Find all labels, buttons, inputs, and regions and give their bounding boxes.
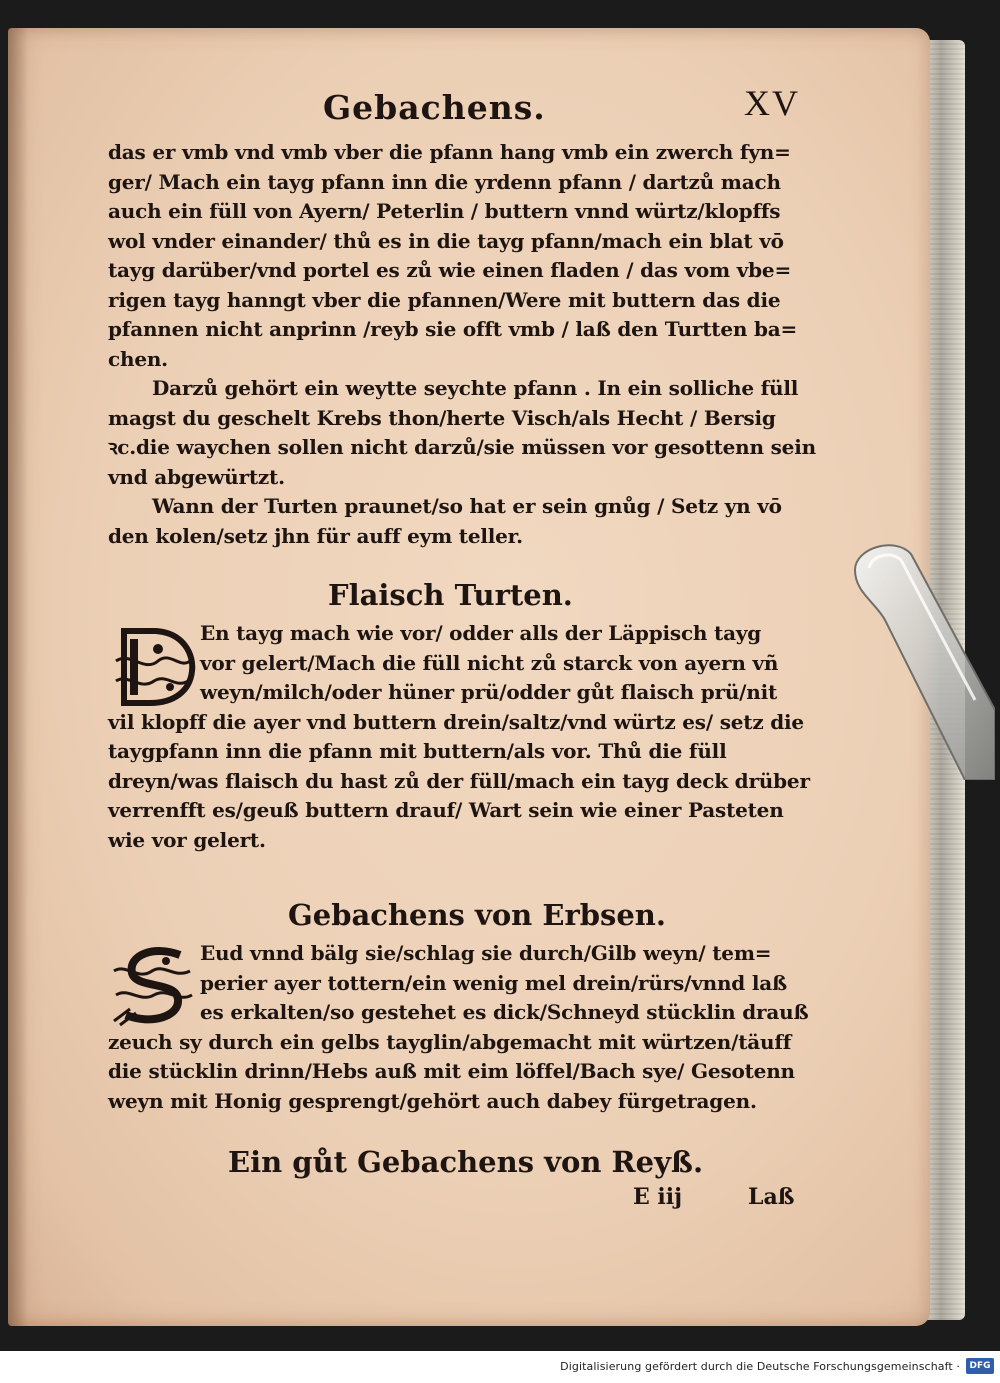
paragraph-5 <box>108 939 808 1116</box>
text-line: verrenfft es/geuß buttern drauf/ Wart sein wie einer Pasteten <box>108 798 784 822</box>
text-line: wol vnder einander/ thů es in die tayg pfann/mach ein blat vō <box>108 228 784 253</box>
section-heading-flaisch-turten: Flaisch Turten. <box>328 578 573 612</box>
footer-bar <box>0 1351 1000 1383</box>
text-line: den kolen/setz jhn für auff eym teller. <box>108 523 523 548</box>
running-title: Gebachens. <box>323 88 546 127</box>
section-heading-erbsen: Gebachens von Erbsen. <box>288 898 666 932</box>
text-line: vil klopff die ayer vnd buttern drein/saltz/vnd würtz es/ setz die <box>108 709 804 734</box>
text-line: Wann der Turten praunet/so hat er sein gnůg / Setz yn vō <box>152 494 782 518</box>
text-line: Eud vnnd bälg sie/schlag sie durch/Gilb weyn/ tem= <box>200 941 772 965</box>
text-line: Darzů gehört ein weytte seychte pfann . In ein solliche füll <box>152 376 799 400</box>
section-heading-reys: Ein gůt Gebachens von Reyß. <box>228 1145 704 1179</box>
text-line: rigen tayg hanngt vber die pfannen/Were mit buttern das die <box>108 287 781 312</box>
text-line: ꝛc.die waychen sollen nicht darzů/sie müssen vor gesottenn sein <box>108 435 816 459</box>
text-line: weyn/milch/oder hüner prü/odder gůt flaisch prü/nit <box>200 680 778 704</box>
text-line: taygpfann inn die pfann mit buttern/als vor. Thů die füll <box>108 739 727 763</box>
page-foot-row <box>108 1186 808 1220</box>
paragraph-4 <box>108 619 808 855</box>
text-line: wie vor gelert. <box>108 827 266 852</box>
decorated-initial-S-icon <box>110 941 198 1029</box>
text-line: auch ein füll von Ayern/ Peterlin / buttern vnnd würtz/klopffs <box>108 199 781 223</box>
signature-mark: E iij <box>633 1184 683 1210</box>
text-line: chen. <box>108 346 168 371</box>
page-gutter-shadow <box>8 28 28 1326</box>
text-line: En tayg mach wie vor/ odder alls der Läppisch tayg <box>200 621 762 645</box>
text-line: vor gelert/Mach die füll nicht zů starck von ayern vñ <box>200 650 779 675</box>
text-line: die stücklin drinn/Hebs auß mit eim löffel/Bach sye/ Gesotenn <box>108 1059 795 1083</box>
text-line: zeuch sy durch ein gelbs tayglin/abgemacht mit würtzen/täuff <box>108 1029 792 1054</box>
text-line: dreyn/was flaisch du hast zů der füll/mach ein tayg deck drüber <box>108 768 810 793</box>
text-line: ger/ Mach ein tayg pfann inn die yrdenn pfann / dartzů mach <box>108 169 781 194</box>
text-line: magst du geschelt Krebs thon/herte Visch/als Hecht / Bersig <box>108 405 776 430</box>
text-line: tayg darüber/vnd portel es zů wie einen fladen / das vom vbe= <box>108 258 792 282</box>
folio-number: XV <box>744 83 800 123</box>
text-line: weyn mit Honig gesprengt/gehört auch dabey fürgetragen. <box>108 1088 757 1113</box>
text-line: perier ayer tottern/ein wenig mel drein/rürs/vnnd laß <box>200 970 788 995</box>
glass-page-weight-icon <box>845 540 995 780</box>
footer-credit: Digitalisierung gefördert durch die Deutsche Forschungsgemeinschaft · <box>560 1360 960 1373</box>
running-head <box>108 82 808 138</box>
dfg-logo: DFG <box>966 1358 994 1374</box>
paragraph-1 <box>108 138 808 374</box>
text-line: es erkalten/so gestehet es dick/Schneyd stücklin drauß <box>200 1000 809 1024</box>
page-text-block <box>108 82 816 1220</box>
catchword: Laß <box>748 1184 795 1210</box>
paragraph-3 <box>108 492 808 551</box>
text-line: vnd abgewürtzt. <box>108 464 285 489</box>
paragraph-2 <box>108 374 816 492</box>
decorated-initial-D-icon <box>110 621 198 709</box>
text-line: das er vmb vnd vmb vber die pfann hang vmb ein zwerch fyn= <box>108 140 791 164</box>
text-line: pfannen nicht anprinn /reyb sie offt vmb / laß den Turtten ba= <box>108 317 798 341</box>
